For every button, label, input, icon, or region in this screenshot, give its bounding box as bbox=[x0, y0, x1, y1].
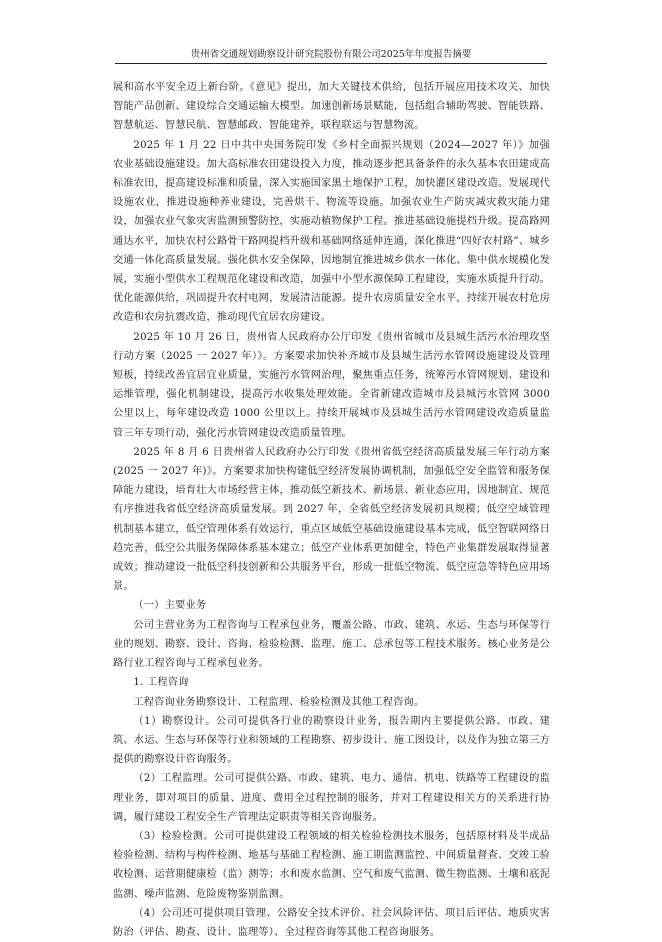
paragraph: 展和高水平安全迈上新台阶。《意见》提出，加大关键技术供给，包括开展应用技术攻关、加快智能产品创新、建设综合交通运输大模型。加速创新场景赋能，包括组合辅助驾驶、智能铁路、智慧航运、智慧民航、智慧邮政、智能建养，联程联运与智慧物流。 bbox=[113, 82, 550, 132]
paragraph: （3）检验检测。公司可提供建设工程领域的相关检验检测技术服务，包括原材料及半成品检验检测、结构与构件检测、地基与基础工程检测、施工期监测监控、中间质量督查、交竣工验收检测、运营期健康检（监）测等；水和废水监测、空气和废气监测、微生物监测、土壤和底泥监测、噪声监测、危险废物鉴别监测。 bbox=[113, 830, 550, 900]
header-divider bbox=[115, 63, 547, 64]
paragraph: 工程咨询业务勘察设计、工程监理、检验检测及其他工程咨询。 bbox=[133, 696, 425, 708]
paragraph: 2025 年 10 月 26 日，贵州省人民政府办公厅印发《贵州省城市及县城生活污水治理攻坚行动方案（2025 一 2027 年）》。方案要求加快补齐城市及县城生活污水管网设施建设及管理短板，持续改善宜居宜业质量，实施污水管网治理，聚焦重点任务，统筹污水管网规划、建设和运维管理，强化机制建设，提高污水收集处理效能。全省新建改造城市及县城污水管网 3000 公里以上，每年建设改造 1000 公里以上。持续开展城市及县城生活污水管网建设改造质量监管三年专项行动，强化污水管网建设改造质量管理。 bbox=[113, 331, 550, 439]
paragraph: （4）公司还可提供项目管理、公路安全技术评价、社会风险评估、项目后评估、地质灾害防治（评估、勘查、设计、监理等）、全过程咨询等其他工程咨询服务。 bbox=[113, 907, 550, 938]
subsection-heading: 1. 工程咨询 bbox=[133, 677, 189, 689]
paragraph: 公司主营业务为工程咨询与工程承包业务，覆盖公路、市政、建筑、水运、生态与环保等行业的规划、勘察、设计、咨询、检验检测、监理、施工、总承包等工程技术服务。核心业务是公路行业工程咨询与工程承包业务。 bbox=[113, 619, 550, 670]
paragraph: （2）工程监理。公司可提供公路、市政、建筑、电力、通信、机电、铁路等工程建设的监理业务，即对项目的质量、进度、费用全过程控制的服务，并对工程建设相关方的关系进行协调，履行建设工程安全生产管理法定职责等相关咨询服务。 bbox=[113, 773, 550, 823]
page-header: 贵州省交通规划勘察设计研究院股份有限公司2025年年度报告摘要 bbox=[190, 49, 472, 60]
section-heading: （一）主要业务 bbox=[133, 600, 207, 612]
paragraph: （1）勘察设计。公司可提供各行业的勘察设计业务，报告期内主要提供公路、市政、建筑、水运、生态与环保等行业和领域的工程勘察、初步设计、施工图设计，以及作为独立第三方提供的勘察设计咨询服务。 bbox=[113, 715, 550, 766]
paragraph: 2025 年 8 月 6 日贵州省人民政府办公厅印发《贵州省低空经济高质量发展三年行动方案(2025 一 2027 年)》。方案要求加快构建低空经济发展协调机制，加强低空安全监管和服务保障能力建设，培育壮大市场经营主体，推动低空新技术、新场景、新业态应用，因地制宜、规范有序推进我省低空经济高质量发展。到 2027 年，全省低空经济发展初具规模；低空空域管理机制基本建立，低空管理体系有效运行，重点区域低空基础设施建设基本完成，低空智联网络日趋完善，低空公共服务保障体系基本建立；低空产业体系更加健全，特色产业集群发展取得显著成效；推动建设一批低空科技创新和公共服务平台，形成一批低空物流、低空应急等特色应用场景。 bbox=[113, 446, 550, 593]
paragraph: 2025 年 1 月 22 日中共中央国务院印发《乡村全面振兴规划（2024—2027 年）》加强农业基础设施建设。加大高标准农田建设投入力度，推动逐步把具备条件的永久基本农田建成高标准农田，提高建设标准和质量，深入实施国家黑土地保护工程，加快灌区建设改造。发展现代设施农业，推进设施种养业建设，完善烘干、物流等设施。加强农业生产防灾减灾救灾能力建设，加强农业气象灾害监测预警防控，实施动植物保护工程。推进基础设施提档升级。提高路网通达水平，加快农村公路骨干路网提档升级和基础网络延伸连通，深化推进“四好农村路”、城乡交通一体化高质量发展。强化供水安全保障，因地制宜推进城乡供水一体化、集中供水规模化发展，实施小型供水工程规范化建设和改造，加强中小型水源保障工程建设，实施水质提升行动。优化能源供给，巩固提升农村电网，发展清洁能源。提升农房质量安全水平，持续开展农村危房改造和农房抗震改造，推动现代宜居农房建设。 bbox=[113, 139, 550, 324]
document-body bbox=[113, 78, 550, 938]
